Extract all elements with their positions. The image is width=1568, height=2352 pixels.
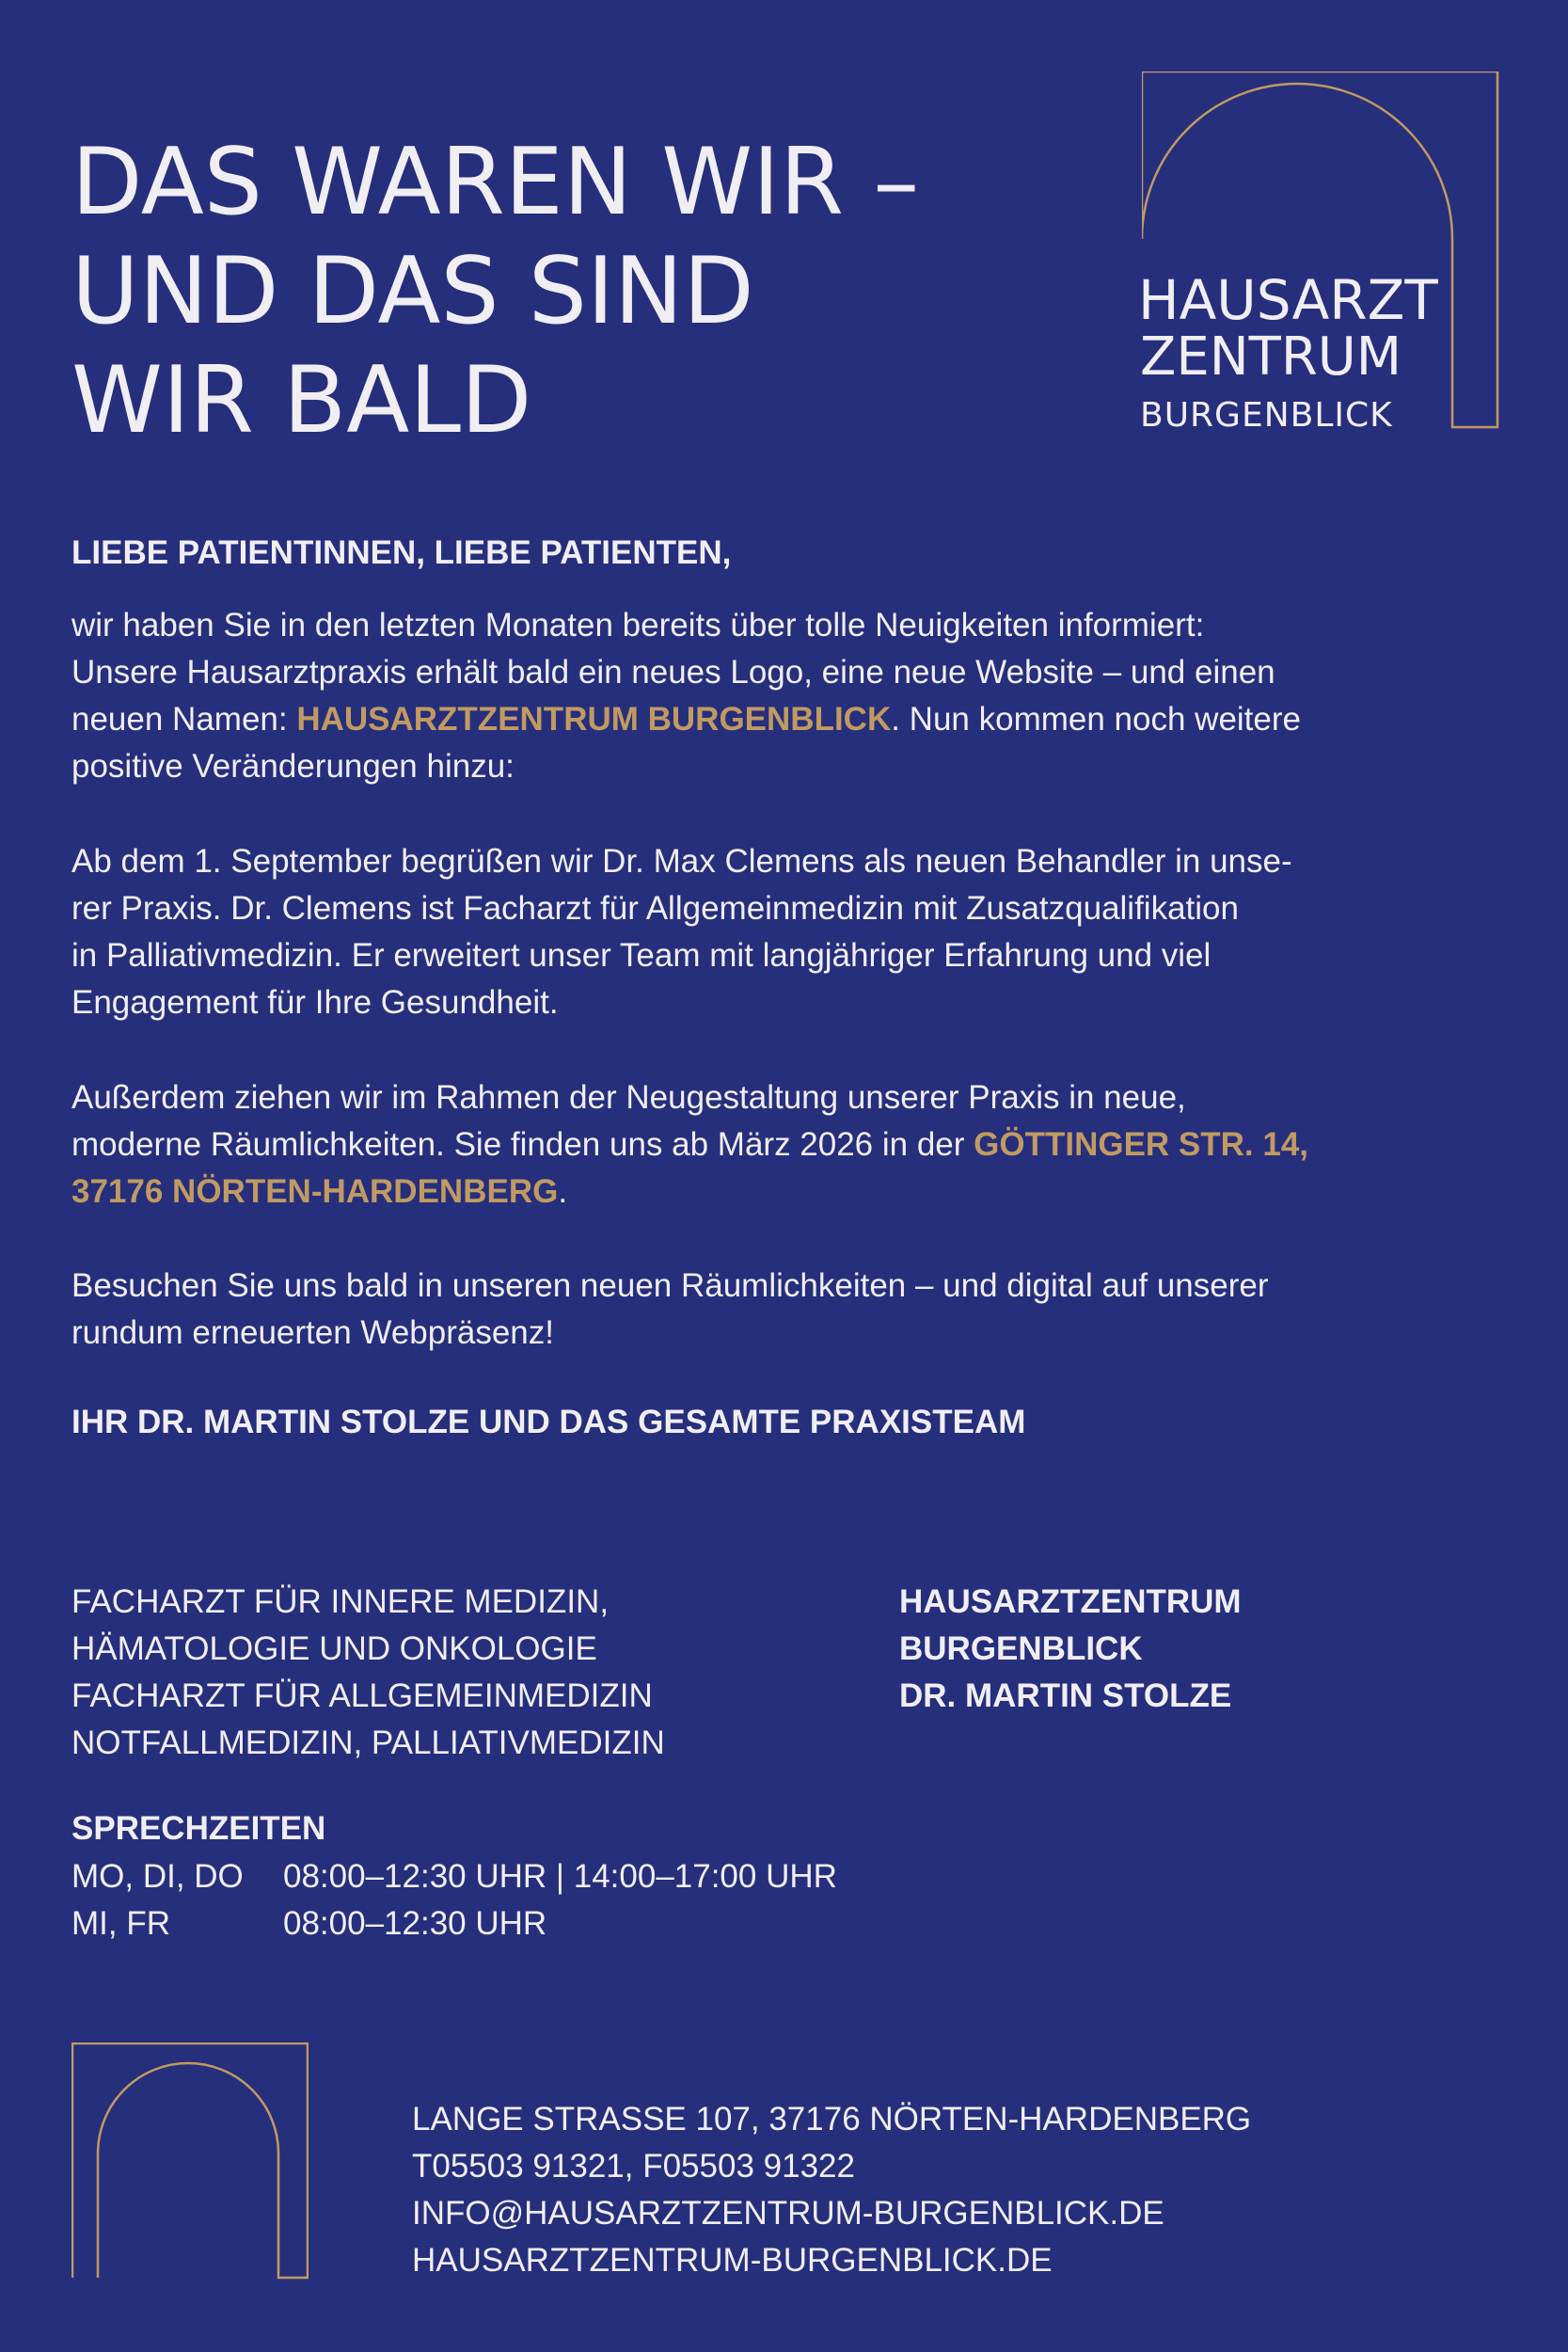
qualification-item: FACHARZT FÜR INNERE MEDIZIN, — [71, 1583, 610, 1620]
paragraph-line: Unsere Hausarztpraxis erhält bald ein neues Logo, eine neue Website – und einen — [71, 654, 1275, 691]
paragraph-relocation — [71, 1074, 1407, 1216]
paragraph-line: rer Praxis. Dr. Clemens ist Facharzt für Allgemeinmedizin mit Zusatzqualifikation — [71, 890, 1239, 927]
contact-block — [412, 2096, 1251, 2284]
office-hours-days: MI, FR — [71, 1905, 170, 1942]
practice-line: BURGENBLICK — [899, 1630, 1143, 1667]
paragraph-line: in Palliativmedizin. Er erweitert unser Team mit langjähriger Erfahrung und viel — [71, 937, 1212, 974]
qualification-item: FACHARZT FÜR ALLGEMEINMEDIZIN — [71, 1677, 653, 1714]
paragraph-visit — [71, 1263, 1407, 1357]
text-fragment: . Nun kommen noch weitere — [891, 701, 1301, 738]
text-fragment: moderne Räumlichkeiten. Sie finden uns ab März 2026 in der — [71, 1126, 974, 1163]
salutation: LIEBE PATIENTINNEN, LIEBE PATIENTEN, — [71, 534, 732, 571]
paragraph-line: rundum erneuerten Webpräsenz! — [71, 1314, 554, 1351]
text-fragment: neuen Namen: — [71, 701, 297, 738]
signature: IHR DR. MARTIN STOLZE UND DAS GESAMTE PRAXISTEAM — [71, 1404, 1026, 1440]
qualification-item: NOTFALLMEDIZIN, PALLIATIVMEDIZIN — [71, 1724, 665, 1761]
contact-phone: T05503 91321, F05503 91322 — [412, 2148, 855, 2185]
paragraph-line: Besuchen Sie uns bald in unseren neuen Räumlichkeiten – und digital auf unserer — [71, 1267, 1269, 1304]
logo-text-hausarzt: HAUSARZT — [1138, 268, 1438, 332]
headline-line-3: WIR BALD — [71, 347, 532, 454]
paragraph-line: wir haben Sie in den letzten Monaten bereits über tolle Neuigkeiten informiert: — [71, 607, 1205, 644]
paragraph-line: positive Veränderungen hinzu: — [71, 748, 515, 785]
paragraph-line: Engagement für Ihre Gesundheit. — [71, 984, 559, 1021]
new-address-highlight: GÖTTINGER STR. 14, — [974, 1126, 1309, 1163]
office-hours-row — [71, 1853, 837, 1900]
office-hours-days: MO, DI, DO — [71, 1858, 244, 1895]
qualification-item: HÄMATOLOGIE UND ONKOLOGIE — [71, 1630, 597, 1667]
qualifications-list — [71, 1579, 665, 1767]
paragraph-new-doctor — [71, 838, 1407, 1026]
practice-line: HAUSARZTZENTRUM — [899, 1583, 1242, 1620]
new-city-highlight: 37176 NÖRTEN-HARDENBERG — [71, 1173, 559, 1210]
practice-line: DR. MARTIN STOLZE — [899, 1677, 1232, 1714]
headline-line-1: DAS WAREN WIR – — [71, 129, 920, 236]
office-hours-times: 08:00–12:30 UHR — [283, 1905, 547, 1942]
paragraph-news — [71, 602, 1407, 790]
text-fragment: . — [558, 1173, 568, 1210]
footer-arch-frame-icon — [71, 2042, 309, 2280]
paragraph-line — [71, 1168, 1407, 1216]
contact-email-link[interactable]: INFO@HAUSARZTZENTRUM-BURGENBLICK.DE — [412, 2195, 1164, 2232]
headline-line-2: UND DAS SIND — [71, 238, 754, 345]
paragraph-line — [71, 1121, 1407, 1168]
new-name-highlight: HAUSARZTZENTRUM BURGENBLICK — [296, 701, 892, 738]
paragraph-line: Außerdem ziehen wir im Rahmen der Neugestaltung unserer Praxis in neue, — [71, 1079, 1186, 1116]
paragraph-line — [71, 696, 1407, 743]
headline — [71, 128, 919, 455]
contact-address: LANGE STRASSE 107, 37176 NÖRTEN-HARDENBERG — [412, 2101, 1252, 2137]
contact-website-link[interactable]: HAUSARZTZENTRUM-BURGENBLICK.DE — [412, 2242, 1053, 2279]
logo-text-zentrum: ZENTRUM — [1140, 326, 1402, 388]
office-hours-times: 08:00–12:30 UHR | 14:00–17:00 UHR — [283, 1858, 837, 1895]
paragraph-line: Ab dem 1. September begrüßen wir Dr. Max Clemens als neuen Behandler in unse- — [71, 843, 1292, 880]
practice-name — [899, 1579, 1242, 1720]
office-hours-title: SPRECHZEITEN — [71, 1810, 326, 1847]
logo-text-burgenblick: BURGENBLICK — [1140, 396, 1393, 435]
office-hours-row — [71, 1900, 546, 1947]
